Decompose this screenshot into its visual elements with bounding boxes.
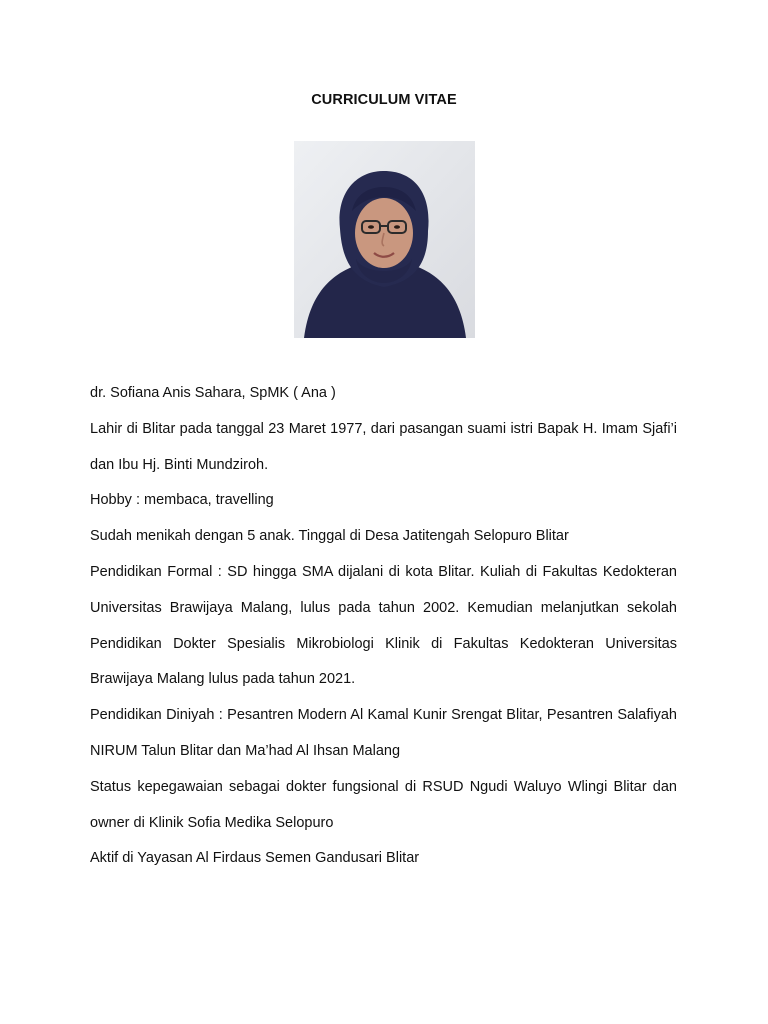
cv-religious-education-paragraph: Pendidikan Diniyah : Pesantren Modern Al Kamal Kunir Srengat Blitar, Pesantren Salafiyah NIRUM Talun Blitar dan Ma’had Al Ihsan Malang [90,707,677,759]
cv-formal-education-paragraph: Pendidikan Formal : SD hingga SMA dijalani di kota Blitar. Kuliah di Fakultas Kedokteran Universitas Brawijaya Malang, lulus pada tahun 2002. Kemudian melanjutkan sekolah Pendidikan Dokter Spesialis Mikrobiologi Klinik di Fakultas Kedokteran Universitas Brawijaya Malang lulus pada tahun 2021. [90,563,677,688]
portrait-photo [294,141,475,338]
cv-name-line: dr. Sofiana Anis Sahara, SpMK ( Ana ) [90,385,336,401]
cv-family-line: Sudah menikah dengan 5 anak. Tinggal di Desa Jatitengah Selopuro Blitar [90,528,569,545]
cv-activity-line: Aktif di Yayasan Al Firdaus Semen Gandusari Blitar [90,850,420,867]
portrait-image [294,141,475,338]
cv-body [90,376,677,877]
cv-birth-paragraph: Lahir di Blitar pada tanggal 23 Maret 1977, dari pasangan suami istri Bapak H. Imam Sjafi’i dan Ibu Hj. Binti Mundziroh. [90,420,677,473]
document-title: CURRICULUM VITAE [311,92,457,108]
cv-employment-paragraph: Status kepegawaian sebagai dokter fungsional di RSUD Ngudi Waluyo Wlingi Blitar dan owner di Klinik Sofia Medika Selopuro [90,778,677,831]
cv-hobby-line: Hobby : membaca, travelling [90,492,274,509]
